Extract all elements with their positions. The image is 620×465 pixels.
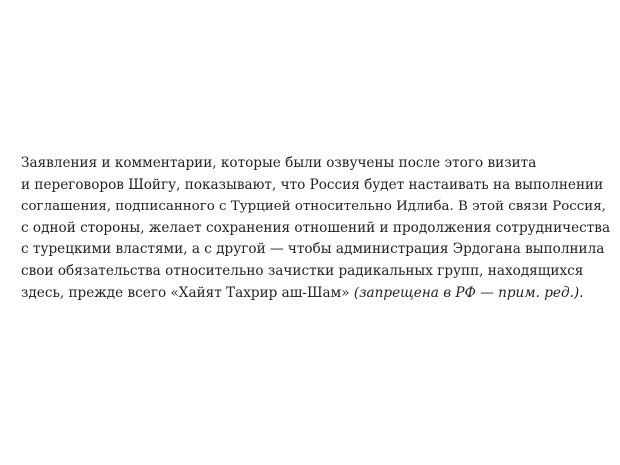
- paragraph-line: соглашения, подписанного с Турцией относительно Идлиба. В этой связи Россия,: [21, 199, 606, 215]
- paragraph-line: с одной стороны, желает сохранения отношений и продолжения сотрудничества: [21, 219, 611, 236]
- editor-note: (запрещена в РФ — прим. ред.): [353, 284, 580, 301]
- paragraph-line: и переговоров Шойгу, показывают, что Россия будет настаивать на выполнении: [21, 176, 604, 193]
- paragraph-text: здесь, прежде всего «Хайят Тахрир аш-Шам»: [21, 284, 354, 301]
- paragraph-end-punctuation: .: [579, 284, 584, 301]
- article-body: [21, 153, 611, 304]
- paragraph-line-last: [21, 283, 611, 305]
- paragraph-line: свои обязательства относительно зачистки радикальных групп, находящихся: [21, 262, 584, 279]
- article-paragraph: [21, 153, 611, 304]
- paragraph-line: с турецкими властями, а с другой — чтобы администрация Эрдогана выполнила: [21, 241, 605, 258]
- paragraph-line: Заявления и комментарии, которые были озвучены после этого визита: [21, 155, 537, 171]
